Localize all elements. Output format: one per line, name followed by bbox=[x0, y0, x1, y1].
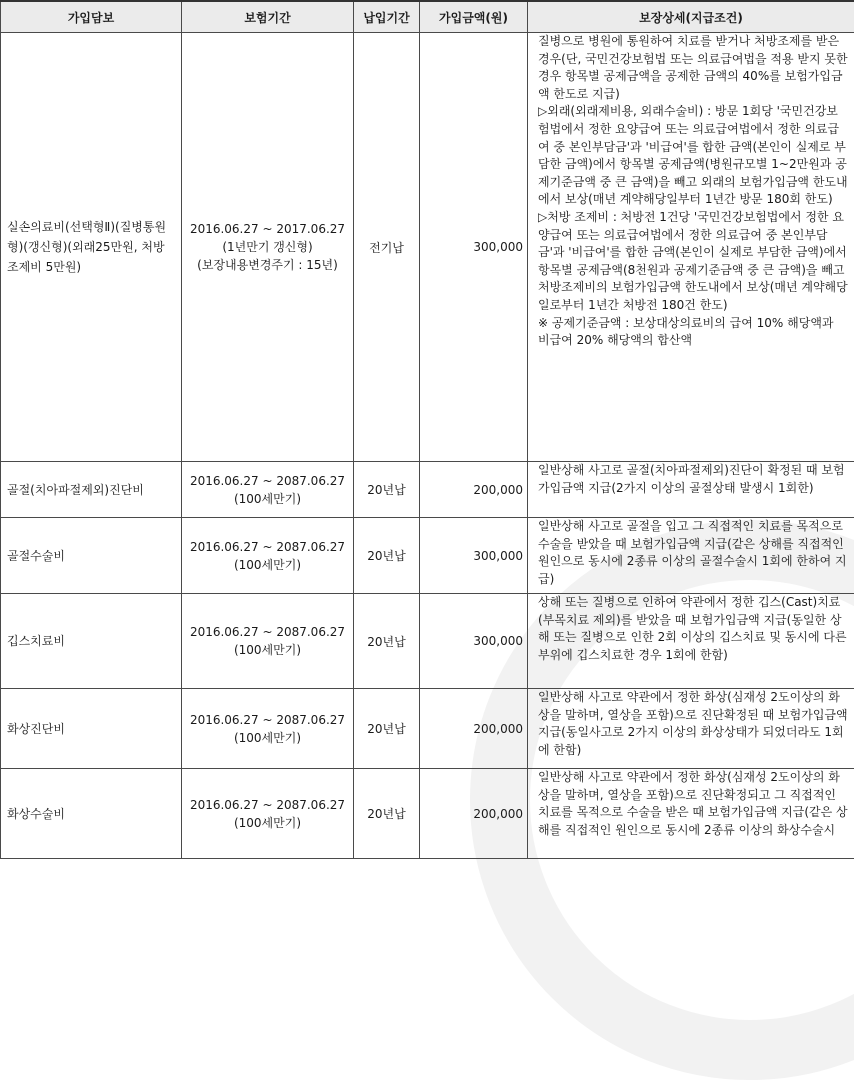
period-note: (1년만기 갱신형) bbox=[185, 238, 350, 256]
insurance-period bbox=[182, 33, 354, 462]
coverage-detail: 일반상해 사고로 골절을 입고 그 직접적인 치료를 목적으로 수술을 받았을 때 보험가입금액 지급(같은 상해를 직접적인 원인으로 동시에 2종류 이상의 골절수술시 1회에 한하여 지급) bbox=[528, 518, 854, 594]
coverage-amount: 300,000 bbox=[420, 594, 528, 689]
header-details: 보장상세(지급조건) bbox=[528, 1, 854, 33]
detail-paragraph: 질병으로 병원에 통원하여 치료를 받거나 처방조제를 받은 경우(단, 국민건강보험법 또는 의료급여법을 적용 받지 못한 경우 항목별 공제금액을 공제한 금액의 40%를 보험가입금액 한도로 지급) bbox=[538, 33, 848, 103]
payment-period: 20년납 bbox=[354, 769, 420, 859]
period-note: (보장내용변경주기 : 15년) bbox=[185, 256, 350, 274]
period-range: 2016.06.27 ~ 2017.06.27 bbox=[185, 220, 350, 238]
coverage-name: 화상수술비 bbox=[1, 769, 182, 859]
coverage-detail bbox=[528, 33, 854, 462]
coverage-amount: 200,000 bbox=[420, 689, 528, 769]
coverage-detail: 일반상해 사고로 약관에서 정한 화상(심재성 2도이상의 화상을 말하며, 열상을 포함)으로 진단확정된 때 보험가입금액 지급(동일사고로 2가지 이상의 화상상태가 되었더라도 1회에 한함) bbox=[528, 689, 854, 769]
payment-period: 20년납 bbox=[354, 689, 420, 769]
detail-paragraph: ▷처방 조제비 : 처방전 1건당 '국민건강보험법에서 정한 요양급여 또는 의료급여법에서 정한 의료급여 중 본인부담금'과 '비급여'를 합한 금액(본인이 실제로 부담한 금액)에서 항목별 공제금액(8천원과 공제기준금액 중 큰 금액)을 빼고 처방조제비의 보험가입금액 한도내에서 보상(매년 계약해당일로부터 1년간 처방전 180건 한도) bbox=[538, 209, 848, 315]
period-range: 2016.06.27 ~ 2087.06.27 bbox=[185, 472, 350, 490]
coverage-amount: 300,000 bbox=[420, 33, 528, 462]
detail-paragraph: ▷외래(외래제비용, 외래수술비) : 방문 1회당 '국민건강보험법에서 정한 요양급여 또는 의료급여법에서 정한 의료급여 중 본인부담금'과 '비급여'를 합한 금액(본인이 실제로 부담한 금액)에서 항목별 공제금액(병원규모별 1~2만원과 공제기준금액 중 큰 금액)을 빼고 외래의 보험가입금액 한도내에서 보상(매년 계약해당일부터 1년간 방문 180회 한도) bbox=[538, 103, 848, 209]
header-amount: 가입금액(원) bbox=[420, 1, 528, 33]
coverage-name: 실손의료비(선택형Ⅱ)(질병통원형)(갱신형)(외래25만원, 처방 조제비 5만원) bbox=[1, 33, 182, 462]
coverage-detail: 상해 또는 질병으로 인하여 약관에서 정한 깁스(Cast)치료(부목치료 제외)를 받았을 때 보험가입금액 지급(동일한 상해 또는 질병으로 인한 2회 이상의 깁스치료 및 동시에 다른 부위에 깁스치료한 경우 1회에 한함) bbox=[528, 594, 854, 689]
period-note: (100세만기) bbox=[185, 641, 350, 659]
period-range: 2016.06.27 ~ 2087.06.27 bbox=[185, 623, 350, 641]
insurance-period bbox=[182, 769, 354, 859]
insurance-period bbox=[182, 689, 354, 769]
header-coverage: 가입담보 bbox=[1, 1, 182, 33]
coverage-amount: 200,000 bbox=[420, 769, 528, 859]
table-row bbox=[1, 769, 854, 859]
table-row bbox=[1, 594, 854, 689]
period-note: (100세만기) bbox=[185, 490, 350, 508]
period-range: 2016.06.27 ~ 2087.06.27 bbox=[185, 711, 350, 729]
period-note: (100세만기) bbox=[185, 729, 350, 747]
table-row bbox=[1, 689, 854, 769]
coverage-name: 화상진단비 bbox=[1, 689, 182, 769]
coverage-name: 깁스치료비 bbox=[1, 594, 182, 689]
payment-period: 20년납 bbox=[354, 518, 420, 594]
coverage-name: 골절(치아파절제외)진단비 bbox=[1, 462, 182, 518]
table-row bbox=[1, 33, 854, 462]
coverage-name: 골절수술비 bbox=[1, 518, 182, 594]
table-row bbox=[1, 518, 854, 594]
insurance-period bbox=[182, 594, 354, 689]
coverage-amount: 200,000 bbox=[420, 462, 528, 518]
payment-period: 20년납 bbox=[354, 462, 420, 518]
header-payment-period: 납입기간 bbox=[354, 1, 420, 33]
payment-period: 전기납 bbox=[354, 33, 420, 462]
coverage-detail: 일반상해 사고로 약관에서 정한 화상(심재성 2도이상의 화상을 말하며, 열상을 포함)으로 진단확정되고 그 직접적인 치료를 목적으로 수술을 받은 때 보험가입금액 지급(같은 상해를 직접적인 원인으로 동시에 2종류 이상의 화상수술시 bbox=[528, 769, 854, 859]
header-period: 보험기간 bbox=[182, 1, 354, 33]
coverage-detail: 일반상해 사고로 골절(치아파절제외)진단이 확정된 때 보험가입금액 지급(2가지 이상의 골절상태 발생시 1회한) bbox=[528, 462, 854, 518]
period-note: (100세만기) bbox=[185, 814, 350, 832]
table-row bbox=[1, 462, 854, 518]
period-note: (100세만기) bbox=[185, 556, 350, 574]
detail-paragraph: ※ 공제기준금액 : 보상대상의료비의 급여 10% 해당액과 비급여 20% 해당액의 합산액 bbox=[538, 315, 848, 350]
period-range: 2016.06.27 ~ 2087.06.27 bbox=[185, 796, 350, 814]
header-row bbox=[1, 1, 854, 33]
period-range: 2016.06.27 ~ 2087.06.27 bbox=[185, 538, 350, 556]
payment-period: 20년납 bbox=[354, 594, 420, 689]
coverage-amount: 300,000 bbox=[420, 518, 528, 594]
insurance-period bbox=[182, 518, 354, 594]
insurance-period bbox=[182, 462, 354, 518]
